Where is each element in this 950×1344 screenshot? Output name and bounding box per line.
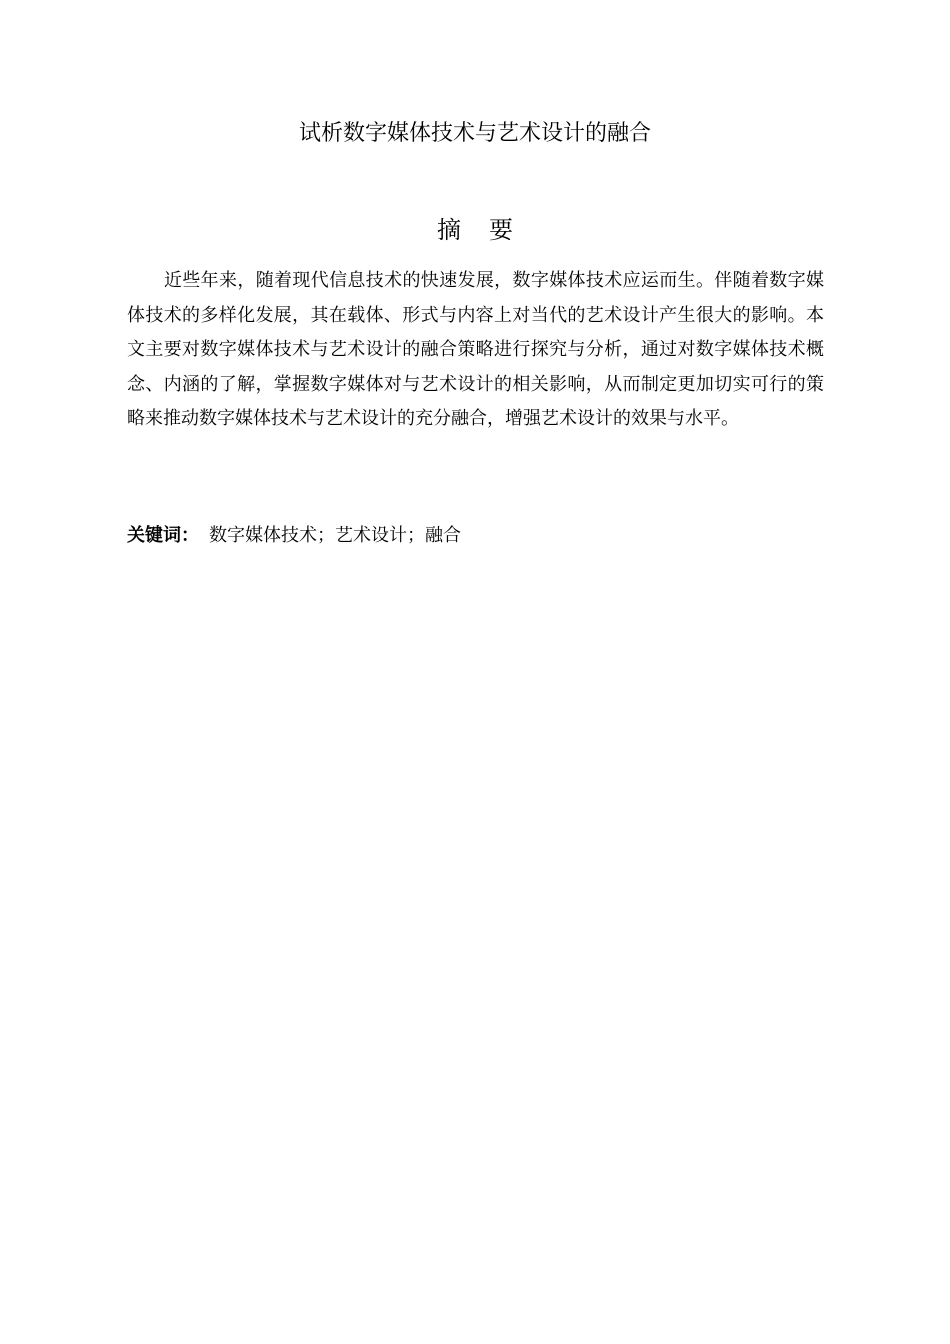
keywords-label: 关键词： xyxy=(127,525,199,546)
document-title: 试析数字媒体技术与艺术设计的融合 xyxy=(298,121,651,146)
abstract-heading: 摘要 xyxy=(437,216,541,244)
abstract-paragraph: 近些年来，随着现代信息技术的快速发展，数字媒体技术应运而生。伴随着数字媒体技术的多样化发展，其在载体、形式与内容上对当代的艺术设计产生很大的影响。本文主要对数字媒体技术与艺术设计的融合策略进行探究与分析，通过对数字媒体技术概念、内涵的了解，掌握数字媒体对与艺术设计的相关影响，从而制定更加切实可行的策略来推动数字媒体技术与艺术设计的充分融合，增强艺术设计的效果与水平。 xyxy=(127,270,824,429)
keywords-line xyxy=(127,521,824,551)
keywords-value: 数字媒体技术；艺术设计；融合 xyxy=(209,525,461,546)
